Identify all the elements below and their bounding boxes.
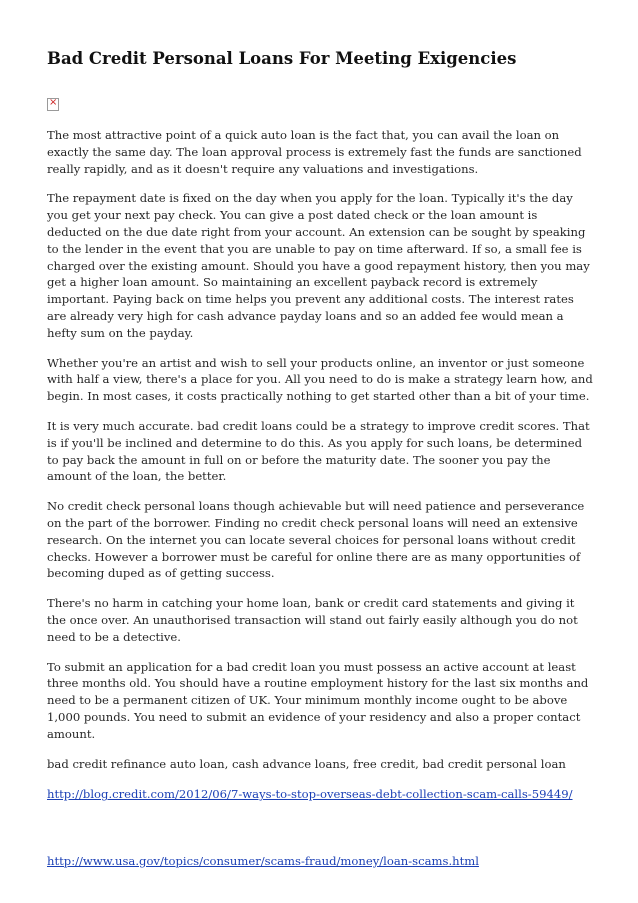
paragraph-7: To submit an application for a bad credit loan you must possess an active account at least three months old. You should have a routine employment history for the last six months and need to be a permanent citizen of UK. Your minimum monthly income ought to be above 1,000 pounds. You need to submit an evidence of your residency and also a proper contact amount.	[47, 659, 589, 741]
paragraph-4: It is very much accurate. bad credit loans could be a strategy to improve credit scores. That is if you'll be inclined and determine to do this. As you apply for such loans, be determined to pay back the amount in full on or before the maturity date. The sooner you pay the amount of the loan, the better.	[47, 418, 590, 484]
reference-link-credit-blog[interactable]: http://blog.credit.com/2012/06/7-ways-to-stop-overseas-debt-collection-scam-calls-59449/	[47, 787, 573, 802]
document-title: Bad Credit Personal Loans For Meeting Exigencies	[47, 49, 517, 68]
paragraph-3: Whether you're an artist and wish to sell your products online, an inventor or just someone with half a view, there's a place for you. All you need to do is make a strategy learn how, and begin. In most cases, it costs practically nothing to get started other than a bit of your time.	[47, 355, 593, 404]
paragraph-6: There's no harm in catching your home loan, bank or credit card statements and giving it the once over. An unauthorised transaction will stand out fairly easily although you do not need to be a detective.	[47, 596, 578, 644]
paragraph-5: No credit check personal loans though achievable but will need patience and perseverance on the part of the borrower. Finding no credit check personal loans will need an extensive research. On the internet you can locate several choices for personal loans without credit checks. However a borrower must be careful for online there are as many opportunities of becoming duped as of getting success.	[47, 499, 585, 581]
document-page	[47, 48, 595, 870]
broken-image-icon	[47, 98, 59, 111]
paragraph-1: The most attractive point of a quick auto loan is the fact that, you can avail the loan on exactly the same day. The loan approval process is extremely fast the funds are sanctioned really rapidly, and as it doesn't require any valuations and investigations.	[47, 128, 582, 176]
paragraph-2: The repayment date is fixed on the day when you apply for the loan. Typically it's the day you get your next pay check. You can give a post dated check or the loan amount is deducted on the due date right from your account. An extension can be sought by speaking to the lender in the event that you are unable to pay on time afterward. If so, a small fee is charged over the existing amount. Should you have a good repayment history, then you may get a higher loan amount. So maintaining an excellent payback record is extremely important. Paying back on time helps you prevent any additional costs. The interest rates are already very high for cash advance payday loans and so an added fee would mean a hefty sum on the payday.	[47, 191, 590, 340]
keywords-line: bad credit refinance auto loan, cash advance loans, free credit, bad credit personal loan	[47, 756, 566, 771]
reference-link-usa-gov[interactable]: http://www.usa.gov/topics/consumer/scams-fraud/money/loan-scams.html	[47, 854, 479, 869]
